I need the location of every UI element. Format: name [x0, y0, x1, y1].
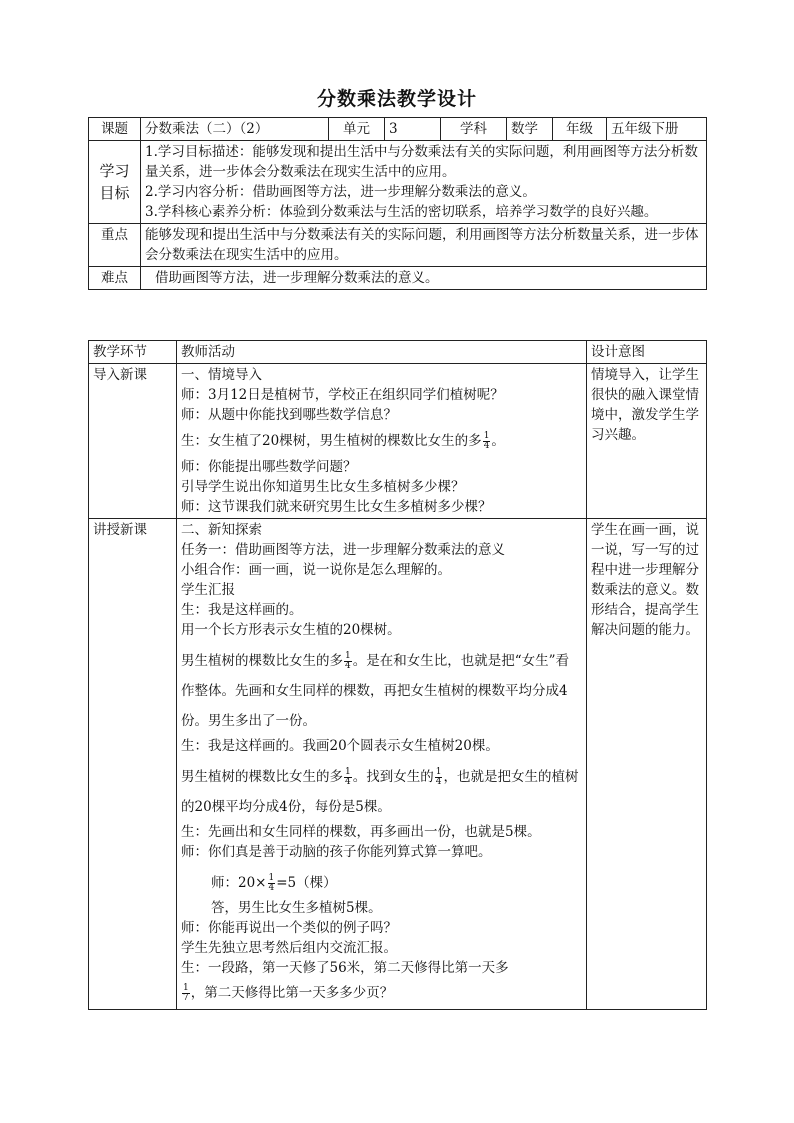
goals-content	[141, 141, 707, 224]
goal-1: 1.学习目标描述：能够发现和提出生活中与分数乘法有关的实际问题，利用画图等方法分析数量关系，进一步体会分数乘法在现实生活中的应用。	[145, 144, 698, 180]
intro-line: 引导学生说出你知道男生比女生多植树多少棵？	[181, 479, 465, 495]
unit-value: 3	[385, 118, 441, 141]
grade-label: 年级	[553, 118, 607, 141]
intro-line: 师：这节课我们就来研究男生比女生多植树多少棵？	[181, 499, 492, 515]
subject-label: 学科	[441, 118, 507, 141]
subject-value: 数学	[507, 118, 553, 141]
difficulty-label: 难点	[89, 267, 141, 290]
new-line: 生：我是这样画的。	[181, 602, 303, 618]
header-stage: 教学环节	[89, 341, 177, 364]
difficulty-value: 借助画图等方法，进一步理解分数乘法的意义。	[141, 267, 707, 290]
difficulty-row	[89, 267, 707, 290]
goals-label: 学习目标	[89, 141, 141, 224]
process-header-row	[89, 341, 707, 364]
new-activity	[177, 519, 587, 1010]
course-label: 课题	[89, 118, 141, 141]
intro-line: 师：你能提出哪些数学问题？	[181, 459, 357, 475]
new-line: 学生汇报	[181, 582, 235, 598]
new-line-fraction: 男生植树的棵数比女生的多 $\frac{1}{4}$ 。找到女生的 $\frac{1}{4}$ ，也就是把女生的植树的20棵平均分成4份，每份是5棵。	[181, 767, 579, 815]
new-stage: 讲授新课	[89, 519, 177, 1010]
goal-2: 2.学习内容分析：借助画图等方法，进一步理解分数乘法的意义。	[145, 184, 536, 200]
intro-stage: 导入新课	[89, 364, 177, 519]
new-line: 学生先独立思考然后组内交流汇报。	[181, 940, 397, 956]
header-design-intent: 设计意图	[587, 341, 707, 364]
teaching-process-table	[88, 340, 707, 1010]
key-row	[89, 224, 707, 267]
intro-line: 师：从题中你能找到哪些数学信息？	[181, 407, 397, 423]
intro-activity	[177, 364, 587, 519]
new-line: 生：一段路，第一天修了56米，第二天修得比第一天多	[181, 960, 509, 976]
fraction-one-quarter: $\frac{1}{4}$	[345, 651, 351, 671]
fraction-one-seventh: $\frac{1}{7}$	[183, 983, 189, 1003]
new-line: 生：先画出和女生同样的棵数，再多画出一份，也就是5棵。	[181, 824, 541, 840]
new-line: 师：你能再说出一个类似的例子吗？	[181, 920, 397, 936]
goal-3: 3.学科核心素养分析：体验到分数乘法与生活的密切联系，培养学习数学的良好兴趣。	[145, 204, 658, 220]
new-lesson-row	[89, 519, 707, 1010]
new-line: 二、新知探索	[181, 522, 262, 538]
intro-intent: 情境导入，让学生很快的融入课堂情境中，激发学生学习兴趣。	[587, 364, 707, 519]
new-line: 任务一：借助画图等方法，进一步理解分数乘法的意义	[181, 542, 505, 558]
answer-line: 答，男生比女生多植树5棵。	[211, 900, 382, 916]
document-title: 分数乘法教学设计	[316, 88, 477, 110]
intro-line-fraction: 生：女生植了20棵树，男生植树的棵数比女生的多 $\frac{1}{4}$ 。	[181, 431, 505, 451]
key-label: 重点	[89, 224, 141, 267]
new-line: 小组合作：画一画，说一说你是怎么理解的。	[181, 562, 451, 578]
new-line-fraction: 男生植树的棵数比女生的多 $\frac{1}{4}$ 。是在和女生比，也就是把“女生”看作整体。先画和女生同样的棵数，再把女生植树的棵数平均分成4份。男生多出了一份。	[181, 651, 570, 729]
header-teacher-activity: 教师活动	[177, 341, 587, 364]
fraction-one-quarter: $\frac{1}{4}$	[345, 767, 351, 787]
calc-line: 师：20× $\frac{1}{4}$ =5（棵）	[211, 873, 337, 893]
new-line-fraction: $\frac{1}{7}$ ，第二天修得比第一天多多少页？	[183, 983, 394, 1003]
new-intent: 学生在画一画，说一说，写一写的过程中进一步理解分数乘法的意义。数形结合，提高学生解决问题的能力。	[587, 519, 707, 1010]
new-line: 用一个长方形表示女生植的20棵树。	[181, 622, 401, 638]
intro-row	[89, 364, 707, 519]
fraction-one-quarter: $\frac{1}{4}$	[435, 767, 442, 787]
intro-line: 一、情境导入	[181, 367, 262, 383]
grade-value: 五年级下册	[607, 118, 707, 141]
goals-row	[89, 141, 707, 224]
course-value: 分数乘法（二）（2）	[141, 118, 329, 141]
fraction-one-quarter: $\frac{1}{4}$	[483, 431, 490, 451]
unit-label: 单元	[329, 118, 385, 141]
course-info-table	[88, 117, 707, 290]
fraction-one-quarter: $\frac{1}{4}$	[268, 873, 275, 893]
intro-line: 师：3月12日是植树节，学校正在组织同学们植树呢？	[181, 387, 504, 403]
new-line: 生：我是这样画的。我画20个圆表示女生植树20棵。	[181, 738, 499, 754]
course-row	[89, 118, 707, 141]
new-line: 师：你们真是善于动脑的孩子你能列算式算一算吧。	[181, 844, 492, 860]
key-value: 能够发现和提出生活中与分数乘法有关的实际问题，利用画图等方法分析数量关系，进一步体会分数乘法在现实生活中的应用。	[141, 224, 707, 267]
